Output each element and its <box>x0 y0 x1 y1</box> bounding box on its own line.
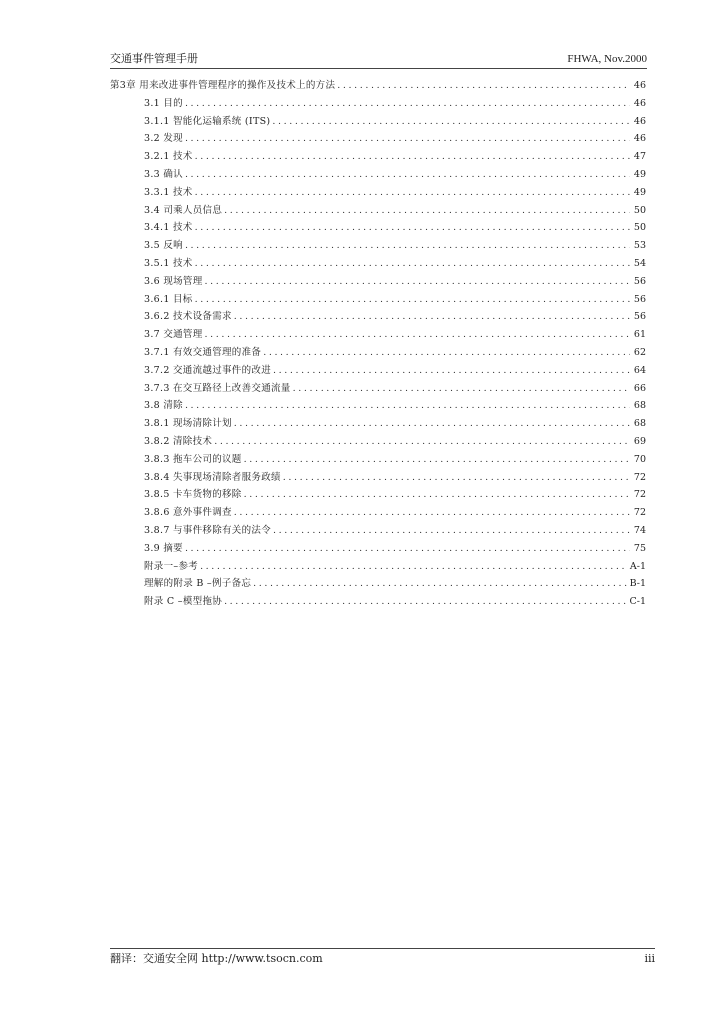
toc-entry[interactable] <box>110 186 646 204</box>
toc-entry-title: 3.5.1 技术 <box>144 257 193 269</box>
toc-entry[interactable] <box>110 417 646 435</box>
toc-entry-title: 3.4.1 技术 <box>144 222 193 234</box>
toc-entry[interactable] <box>110 506 646 524</box>
toc-entry-page: 54 <box>633 257 646 269</box>
toc-entry-title: 附录 C –模型拖协 <box>144 596 223 608</box>
toc-entry-page: A-1 <box>629 560 646 572</box>
toc-entry[interactable] <box>110 79 646 97</box>
toc-entry-page: 49 <box>633 186 646 198</box>
toc-leader-dots <box>273 524 630 538</box>
toc-leader-dots <box>185 542 630 556</box>
toc-leader-dots <box>244 453 630 467</box>
toc-entry-title: 3.7.2 交通流越过事件的改进 <box>144 364 271 376</box>
toc-leader-dots <box>224 595 627 609</box>
toc-entry-title: 3.7.3 在交互路径上改善交通流量 <box>144 382 291 394</box>
toc-entry-page: C-1 <box>629 596 646 608</box>
toc-entry-title: 3.6.2 技术设备需求 <box>144 311 232 323</box>
toc-entry-page: 68 <box>633 400 646 412</box>
toc-entry-page: 66 <box>633 382 646 394</box>
toc-leader-dots <box>283 471 630 485</box>
toc-leader-dots <box>200 560 628 574</box>
toc-leader-dots <box>234 417 630 431</box>
toc-leader-dots <box>185 168 630 182</box>
toc-entry-page: 72 <box>633 507 646 519</box>
toc-entry-page: 68 <box>633 418 646 430</box>
toc-entry-title: 3.8.1 现场清除计划 <box>144 418 232 430</box>
toc-entry-title: 3.2 发现 <box>144 133 183 145</box>
toc-leader-dots <box>272 115 630 129</box>
toc-entry[interactable] <box>110 310 646 328</box>
toc-entry-page: 75 <box>633 542 646 554</box>
toc-entry[interactable] <box>110 364 646 382</box>
toc-entry-page: 72 <box>633 489 646 501</box>
toc-entry-page: 74 <box>633 524 646 536</box>
toc-leader-dots <box>185 132 630 146</box>
toc-entry-page: 72 <box>633 471 646 483</box>
toc-leader-dots <box>195 293 630 307</box>
toc-entry[interactable] <box>110 204 646 222</box>
toc-leader-dots <box>234 506 630 520</box>
toc-entry-title: 3.6 现场管理 <box>144 275 203 287</box>
toc-entry-page: 69 <box>633 435 646 447</box>
toc-entry-page: 50 <box>633 204 646 216</box>
footer-translator: 翻译：交通安全网 http://www.tsocn.com <box>110 952 323 965</box>
toc-leader-dots <box>195 221 630 235</box>
header-title: 交通事件管理手册 <box>110 52 198 65</box>
toc-entry-page: 53 <box>633 240 646 252</box>
toc-entry[interactable] <box>110 168 646 186</box>
toc-entry[interactable] <box>110 542 646 560</box>
toc-entry-page: 56 <box>633 293 646 305</box>
toc-leader-dots <box>273 364 630 378</box>
toc-entry-title: 3.8 清除 <box>144 400 183 412</box>
toc-entry[interactable] <box>110 132 646 150</box>
toc-leader-dots <box>195 257 630 271</box>
toc-leader-dots <box>185 239 630 253</box>
toc-entry[interactable] <box>110 221 646 239</box>
toc-entry[interactable] <box>110 257 646 275</box>
toc-entry-page: 46 <box>633 80 646 91</box>
toc-entry-title: 3.1 目的 <box>144 97 183 109</box>
toc-entry-title: 3.5 反响 <box>144 240 183 252</box>
toc-entry-page: 46 <box>633 133 646 145</box>
toc-entry-title: 3.4 司乘人员信息 <box>144 204 223 216</box>
toc-entry-page: 62 <box>633 346 646 358</box>
page-footer <box>110 948 655 967</box>
header-source: FHWA, Nov.2000 <box>567 53 647 65</box>
toc-entry[interactable] <box>110 453 646 471</box>
toc-entry-page: 47 <box>633 151 646 163</box>
toc-leader-dots <box>214 435 630 449</box>
toc-entry[interactable] <box>110 435 646 453</box>
toc-entry-title: 3.7 交通管理 <box>144 329 203 341</box>
toc-leader-dots <box>244 488 630 502</box>
toc-leader-dots <box>205 275 630 289</box>
toc-leader-dots <box>263 346 630 360</box>
toc-entry-title: 3.8.2 清除技术 <box>144 435 213 447</box>
toc-entry[interactable] <box>110 471 646 489</box>
toc-entry-title: 3.6.1 目标 <box>144 293 193 305</box>
toc-entry-page: 61 <box>633 329 646 341</box>
toc-entry-title: 3.8.7 与事件移除有关的法令 <box>144 524 271 536</box>
toc-entry[interactable] <box>110 239 646 257</box>
toc-entry-title: 3.3.1 技术 <box>144 186 193 198</box>
toc-entry-title: 3.2.1 技术 <box>144 151 193 163</box>
toc-leader-dots <box>337 79 630 93</box>
toc-entry[interactable] <box>110 293 646 311</box>
toc-entry[interactable] <box>110 346 646 364</box>
toc-leader-dots <box>234 310 630 324</box>
toc-entry-page: 49 <box>633 168 646 180</box>
toc-entry[interactable] <box>110 97 646 115</box>
toc-entry-page: 56 <box>633 275 646 287</box>
toc-entry-page: 56 <box>633 311 646 323</box>
toc-entry-page: 46 <box>633 115 646 127</box>
toc-leader-dots <box>185 399 630 413</box>
toc-entry[interactable] <box>110 488 646 506</box>
toc-entry[interactable] <box>110 595 646 613</box>
toc-entry-title: 3.8.4 失事现场清除者服务政绩 <box>144 471 281 483</box>
toc-entry-page: 64 <box>633 364 646 376</box>
toc-entry-title: 3.9 摘要 <box>144 542 183 554</box>
toc-leader-dots <box>185 97 630 111</box>
toc-entry[interactable] <box>110 560 646 578</box>
toc-entry[interactable] <box>110 382 646 400</box>
toc-entry[interactable] <box>110 275 646 293</box>
toc-entry[interactable] <box>110 328 646 346</box>
page-header <box>110 52 647 69</box>
toc-entry-title: 第3章 用来改进事件管理程序的操作及技术上的方法 <box>110 80 336 91</box>
toc-entry[interactable] <box>110 399 646 417</box>
toc-entry-title: 附录一–参考 <box>144 560 199 572</box>
toc-entry-title: 理解的附录 B –例子备忘 <box>144 578 252 590</box>
toc-entry-title: 3.8.6 意外事件调查 <box>144 507 232 519</box>
toc-entry-page: 46 <box>633 97 646 109</box>
toc-entry-page: 50 <box>633 222 646 234</box>
table-of-contents <box>110 79 646 613</box>
toc-leader-dots <box>205 328 630 342</box>
toc-entry-page: B-1 <box>629 578 646 590</box>
toc-entry-title: 3.1.1 智能化运输系统 (ITS) <box>144 115 271 127</box>
toc-entry[interactable] <box>110 115 646 133</box>
toc-leader-dots <box>195 150 630 164</box>
toc-entry-page: 70 <box>633 453 646 465</box>
toc-leader-dots <box>195 186 630 200</box>
toc-entry-title: 3.3 确认 <box>144 168 183 180</box>
toc-entry[interactable] <box>110 150 646 168</box>
toc-leader-dots <box>224 204 630 218</box>
toc-entry[interactable] <box>110 524 646 542</box>
page-number: iii <box>644 952 655 965</box>
toc-entry-title: 3.7.1 有效交通管理的准备 <box>144 346 262 358</box>
toc-leader-dots <box>253 577 627 591</box>
toc-entry[interactable] <box>110 577 646 595</box>
toc-entry-title: 3.8.5 卡车货物的移除 <box>144 489 242 501</box>
toc-entry-title: 3.8.3 拖车公司的议题 <box>144 453 242 465</box>
toc-leader-dots <box>293 382 630 396</box>
